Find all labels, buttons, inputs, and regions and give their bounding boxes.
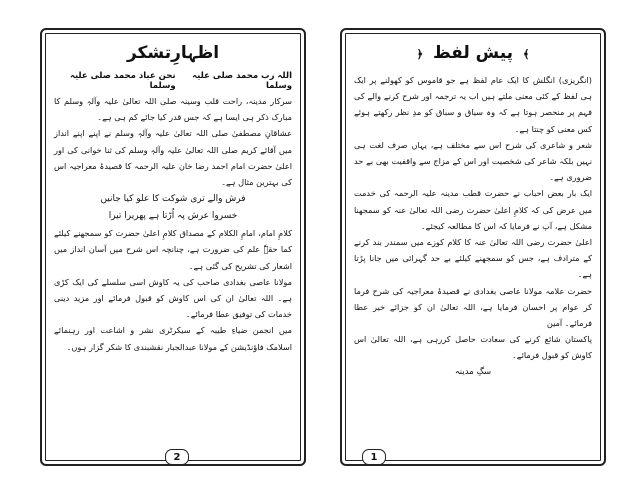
paragraph: پاکستان شائع کرنے کی سعادت حاصل کررہی ہے، اللہ تعالیٰ اس کاوش کو قبول فرمائے۔ [354,334,592,361]
page-title [354,42,592,66]
paragraph: شعر و شاعری کی شرح اس سے مختلف ہے، یہاں صرف لغت ہی نہیں بلکہ شاعر کی شخصیت اور اس کے مزاج سے واقفیت بھی بے حد ضروری ہے۔ [354,139,592,183]
signoff: سگِ مدینہ [454,366,492,377]
page-title-text: پیش لفظ [432,43,514,63]
paragraph: عشاقانِ مصطفیٰ صلی اللہ تعالیٰ علیہ وآلہٖ وسلم نے اپنے اپنے انداز میں آقائے کریم صلی اللہ تعالیٰ علیہ وآلہٖ وسلم کی ثنا خوانی کی اور اعلیٰ حضرت امام احمد رضا خان علیہ الرحمہ کا قصیدۂ معراجیہ اس کی بہترین مثال ہے۔ [54,128,292,188]
page-title: اظہارِتشکر [126,43,220,63]
ornament: ﴿ [416,48,424,61]
paragraph: مولانا عاصی بغدادی صاحب کی یہ کاوش اسی سلسلے کی ایک کڑی ہے۔ اللہ تعالیٰ ان کی اس کاوش کو قبول فرمائے اور مزید دینی خدمات کی توفیق عطا فرمائے۔ [54,276,292,320]
subheading-line [54,70,292,91]
poem-line: خسروا عرش پہ اُڑتا ہے پھریرا تیرا [108,211,238,222]
paragraph: میں انجمن ضیاءِ طیبہ کے سیکرٹری نشر و اشاعت اور رہنمائے اسلامک فاؤنڈیشن کے مولانا عبدالجبار نقشبندی کا شکر گزار ہوں۔ [54,325,292,352]
paragraph: (انگریزی) انگلش کا ایک عام لفظ ہے جو قاموس کو کھولنے پر ایک ہی لفظ کے کئی معنی ملتے ہیں اب یہ ترجمہ اور شرح کرنے والے کی فہم پر منحصر ہوتا ہے کہ وہ سیاق و سباق کو مدِ نظر رکھتے ہوئے کس معنی کو چنتا ہے۔ [354,75,592,134]
paragraph: سرکار مدینہ، راحت قلب وسینہ صلی اللہ تعالیٰ علیہ وآلہٖ وسلم کا مبارک ذکر ہی ایسا ہے کہ جس قدر کیا جائے کم ہی ہے۔ [54,96,292,123]
poem-line: فرش والے تری شوکت کا علو کیا جانیں [100,194,246,205]
paragraph: ایک بار بعض احباب نے حضرت قطب مدینہ علیہ الرحمہ کی خدمت میں عرض کی کہ کلامِ اعلیٰ حضرت رضی اللہ تعالیٰ عنہ کو سمجھنا مشکل ہے، آپ نے فرمایا کہ اس کا مطالعہ کیجئے۔ [354,188,592,231]
page-number: 1 [362,449,386,465]
page-number: 2 [165,449,189,465]
subhead-right: اللہ رب محمد صلی علیہ وسلما [192,71,292,91]
page-foreword [340,28,606,466]
ornament: ﴾ [522,48,530,61]
page-acknowledgement [40,28,306,466]
paragraph: حضرت علامہ مولانا عاصی بغدادی نے قصیدۂ معراجیہ کی شرح فرما کر عوام پر احسان فرمایا ہے، اللہ تعالیٰ ان کو جزائے خیر عطا فرمائے۔ آمین [354,285,592,329]
subhead-left: نحن عباد محمد صلی علیہ وسلما [69,71,176,91]
paragraph: اعلیٰ حضرت رضی اللہ تعالیٰ عنہ کا کلام کوزے میں سمندر بند کرنے کے مترادف ہے، جس کو سمجھنے کیلئے بے حد گہرائی میں جانا پڑتا ہے۔ [354,237,592,280]
paragraph: کلامِ امام، امامِ الکلام کے مصداق کلامِ اعلیٰ حضرت کو سمجھنے کیلئے کما حقہٗ علم کی ضرورت ہے، چنانچہ اس شرح میں آسان انداز میں اشعار کی تشریح کی گئی ہے۔ [54,228,292,271]
